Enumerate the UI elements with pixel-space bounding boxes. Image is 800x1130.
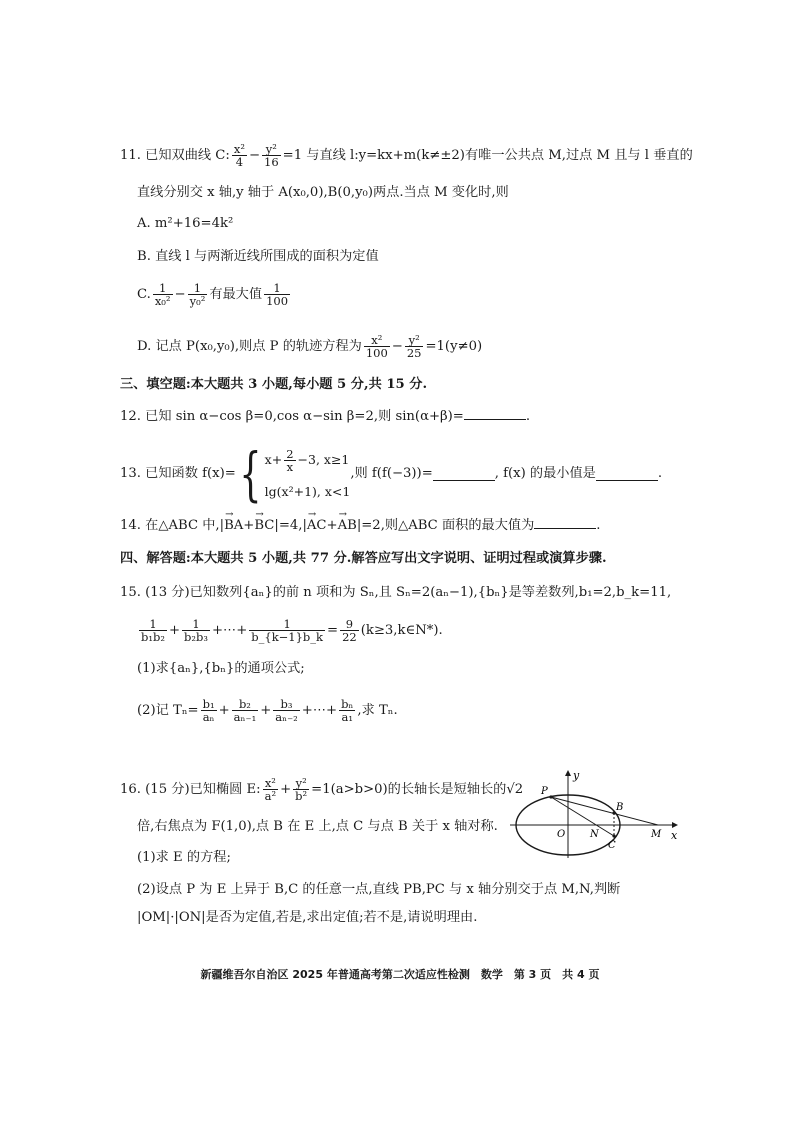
section-heading-fill-blank: 三、填空题:本大题共 3 小题,每小题 5 分,共 15 分.: [120, 377, 428, 392]
fraction: $\frac{1}{\text{b₁b₂}}$: [141, 617, 165, 644]
answer-blank: [464, 407, 526, 420]
q11-line2: 直线分别交 x 轴,y 轴于 A(x₀,0),B(0,y₀)两点.当点 M 变化时,则: [137, 185, 509, 200]
fraction: $\frac{\text{x²}}{100}$: [365, 333, 388, 360]
point-p: [549, 795, 552, 798]
answer-blank: [534, 516, 596, 529]
fraction: $\frac{\text{b₂}}{\text{aₙ₋₁}}$: [233, 697, 257, 724]
brace: {: [239, 440, 262, 508]
fraction: $\frac{\text{b₁}}{\text{aₙ}}$: [202, 697, 215, 724]
vector: → BC: [254, 516, 274, 536]
q16-line1: 16. (15 分)已知椭圆 E: $\frac{\text{x²}}{\text{a²}}$ + $\frac{\text{y²}}{\text{b²}}$ =1(a>b>0)的长轴长是短轴长的√2: [120, 776, 524, 803]
label-b: B: [616, 802, 624, 813]
vector: → BA: [224, 516, 243, 536]
q14: 14. 在△ABC 中,|→ BA+→ BC|=4,|→ AC+→ AB|=2,则△ABC 面积的最大值为 .: [120, 516, 600, 536]
q11-option-d: D. 记点 P(x₀,y₀),则点 P 的轨迹方程为 $\frac{\text{x²}}{100}$ − $\frac{\text{y²}}{25}$ =1(y≠0): [137, 333, 483, 360]
q15-sum: $\frac{1}{\text{b₁b₂}}$ + $\frac{1}{\text{b₂b₃}}$ +⋯+ $\frac{1}{b\_\{k-1\}b\_k}$ = $\frac{9}{22}$ (k≥3,k∈N*).: [141, 617, 443, 644]
y-axis-arrow: [565, 770, 571, 776]
q11-option-c: C. $\frac{1}{\text{x₀²}}$ − $\frac{1}{\text{y₀²}}$ 有最大值 $\frac{1}{100}$: [137, 281, 289, 308]
fraction: $\frac{9}{22}$: [342, 617, 357, 644]
fraction: $\frac{1}{b\_\{k-1\}b\_k}$: [251, 617, 324, 644]
point-c: [612, 834, 615, 837]
label-o: O: [557, 829, 566, 840]
fraction: $\frac{1}{\text{b₂b₃}}$: [184, 617, 208, 644]
label-x: x: [671, 829, 678, 842]
fraction: $\frac{\text{x²}}{\text{a²}}$: [264, 776, 277, 803]
label-n: N: [590, 829, 599, 840]
answer-blank: [596, 468, 658, 481]
q16-part2-line2: |OM|·|ON|是否为定值,若是,求出定值;若不是,请说明理由.: [137, 910, 478, 925]
x-axis-arrow: [672, 822, 678, 828]
q16-part2-line1: (2)设点 P 为 E 上异于 B,C 的任意一点,直线 PB,PC 与 x 轴分别交于点 M,N,判断: [137, 882, 621, 897]
q16-part1: (1)求 E 的方程;: [137, 850, 231, 865]
fraction: $\frac{2}{x}$: [286, 446, 294, 474]
answer-blank: [433, 468, 495, 481]
vector: → AB: [338, 516, 357, 536]
ellipse-figure: [510, 770, 680, 860]
q16-line2: 倍,右焦点为 F(1,0),点 B 在 E 上,点 C 与点 B 关于 x 轴对称.: [137, 819, 498, 834]
q12: 12. 已知 sin α−cos β=0,cos α−sin β=2,则 sin(α+β)= .: [120, 409, 531, 424]
fraction: $\frac{1}{\text{x₀²}}$: [154, 281, 171, 308]
fraction: $\frac{1}{100}$: [266, 281, 289, 308]
fraction: $\frac{1}{\text{y₀²}}$: [189, 281, 206, 308]
piecewise-definition: x+ $\frac{2}{x}$ −3, x≥1 lg(x²+1), x<1: [264, 446, 351, 499]
label-p: P: [541, 786, 548, 797]
q11-option-b: B. 直线 l 与两渐近线所围成的面积为定值: [137, 249, 379, 264]
q13: 13. 已知函数 f(x)={ x+ $\frac{2}{x}$ −3, x≥1 lg(x²+1), x<1 ,则 f(f(−3))= , f(x) 的最小值是 .: [120, 440, 663, 508]
section-heading-solutions: 四、解答题:本大题共 5 小题,共 77 分.解答应写出文字说明、证明过程或演算步骤.: [120, 551, 607, 566]
fraction: $\frac{\text{b₃}}{\text{aₙ₋₂}}$: [275, 697, 298, 724]
fraction: $\frac{\text{y²}}{16}$: [264, 142, 279, 169]
vector: → AC: [307, 516, 327, 536]
q15-part2: (2)记 Tₙ= $\frac{\text{b₁}}{\text{aₙ}}$ + $\frac{\text{b₂}}{\text{aₙ₋₁}}$ + $\frac{\text{b₃}}{\text{aₙ₋₂}}$ +⋯+ $\frac{\text{bₙ}}{\text{a₁}}$ ,求 Tₙ.: [137, 697, 398, 724]
q11-line1: 11. 已知双曲线 C: $\frac{\text{x²}}{4}$ − $\frac{\text{y²}}{16}$ =1 与直线 l:y=kx+m(k≠±2)有唯一公共点 M,过点 M 且与 l 垂直的: [120, 142, 693, 169]
page-footer: 新疆维吾尔自治区 2025 年普通高考第二次适应性检测 数学 第 3 页 共 4 页: [200, 968, 600, 981]
q15-part1: (1)求{aₙ},{bₙ}的通项公式;: [137, 661, 305, 676]
fraction: $\frac{\text{y²}}{\text{b²}}$: [295, 776, 308, 803]
label-c: C: [608, 840, 616, 851]
label-y: y: [573, 769, 580, 782]
fraction: $\frac{\text{y²}}{25}$: [406, 333, 422, 360]
q15-line1: 15. (13 分)已知数列{aₙ}的前 n 项和为 Sₙ,且 Sₙ=2(aₙ−1),{bₙ}是等差数列,b₁=2,b_k=11,: [120, 585, 672, 600]
label-m: M: [651, 829, 662, 840]
fraction: $\frac{\text{x²}}{4}$: [233, 142, 245, 169]
line-pb: [551, 797, 658, 825]
fraction: $\frac{\text{bₙ}}{\text{a₁}}$: [341, 697, 354, 724]
q11-option-a: A. m²+16=4k²: [137, 216, 234, 231]
